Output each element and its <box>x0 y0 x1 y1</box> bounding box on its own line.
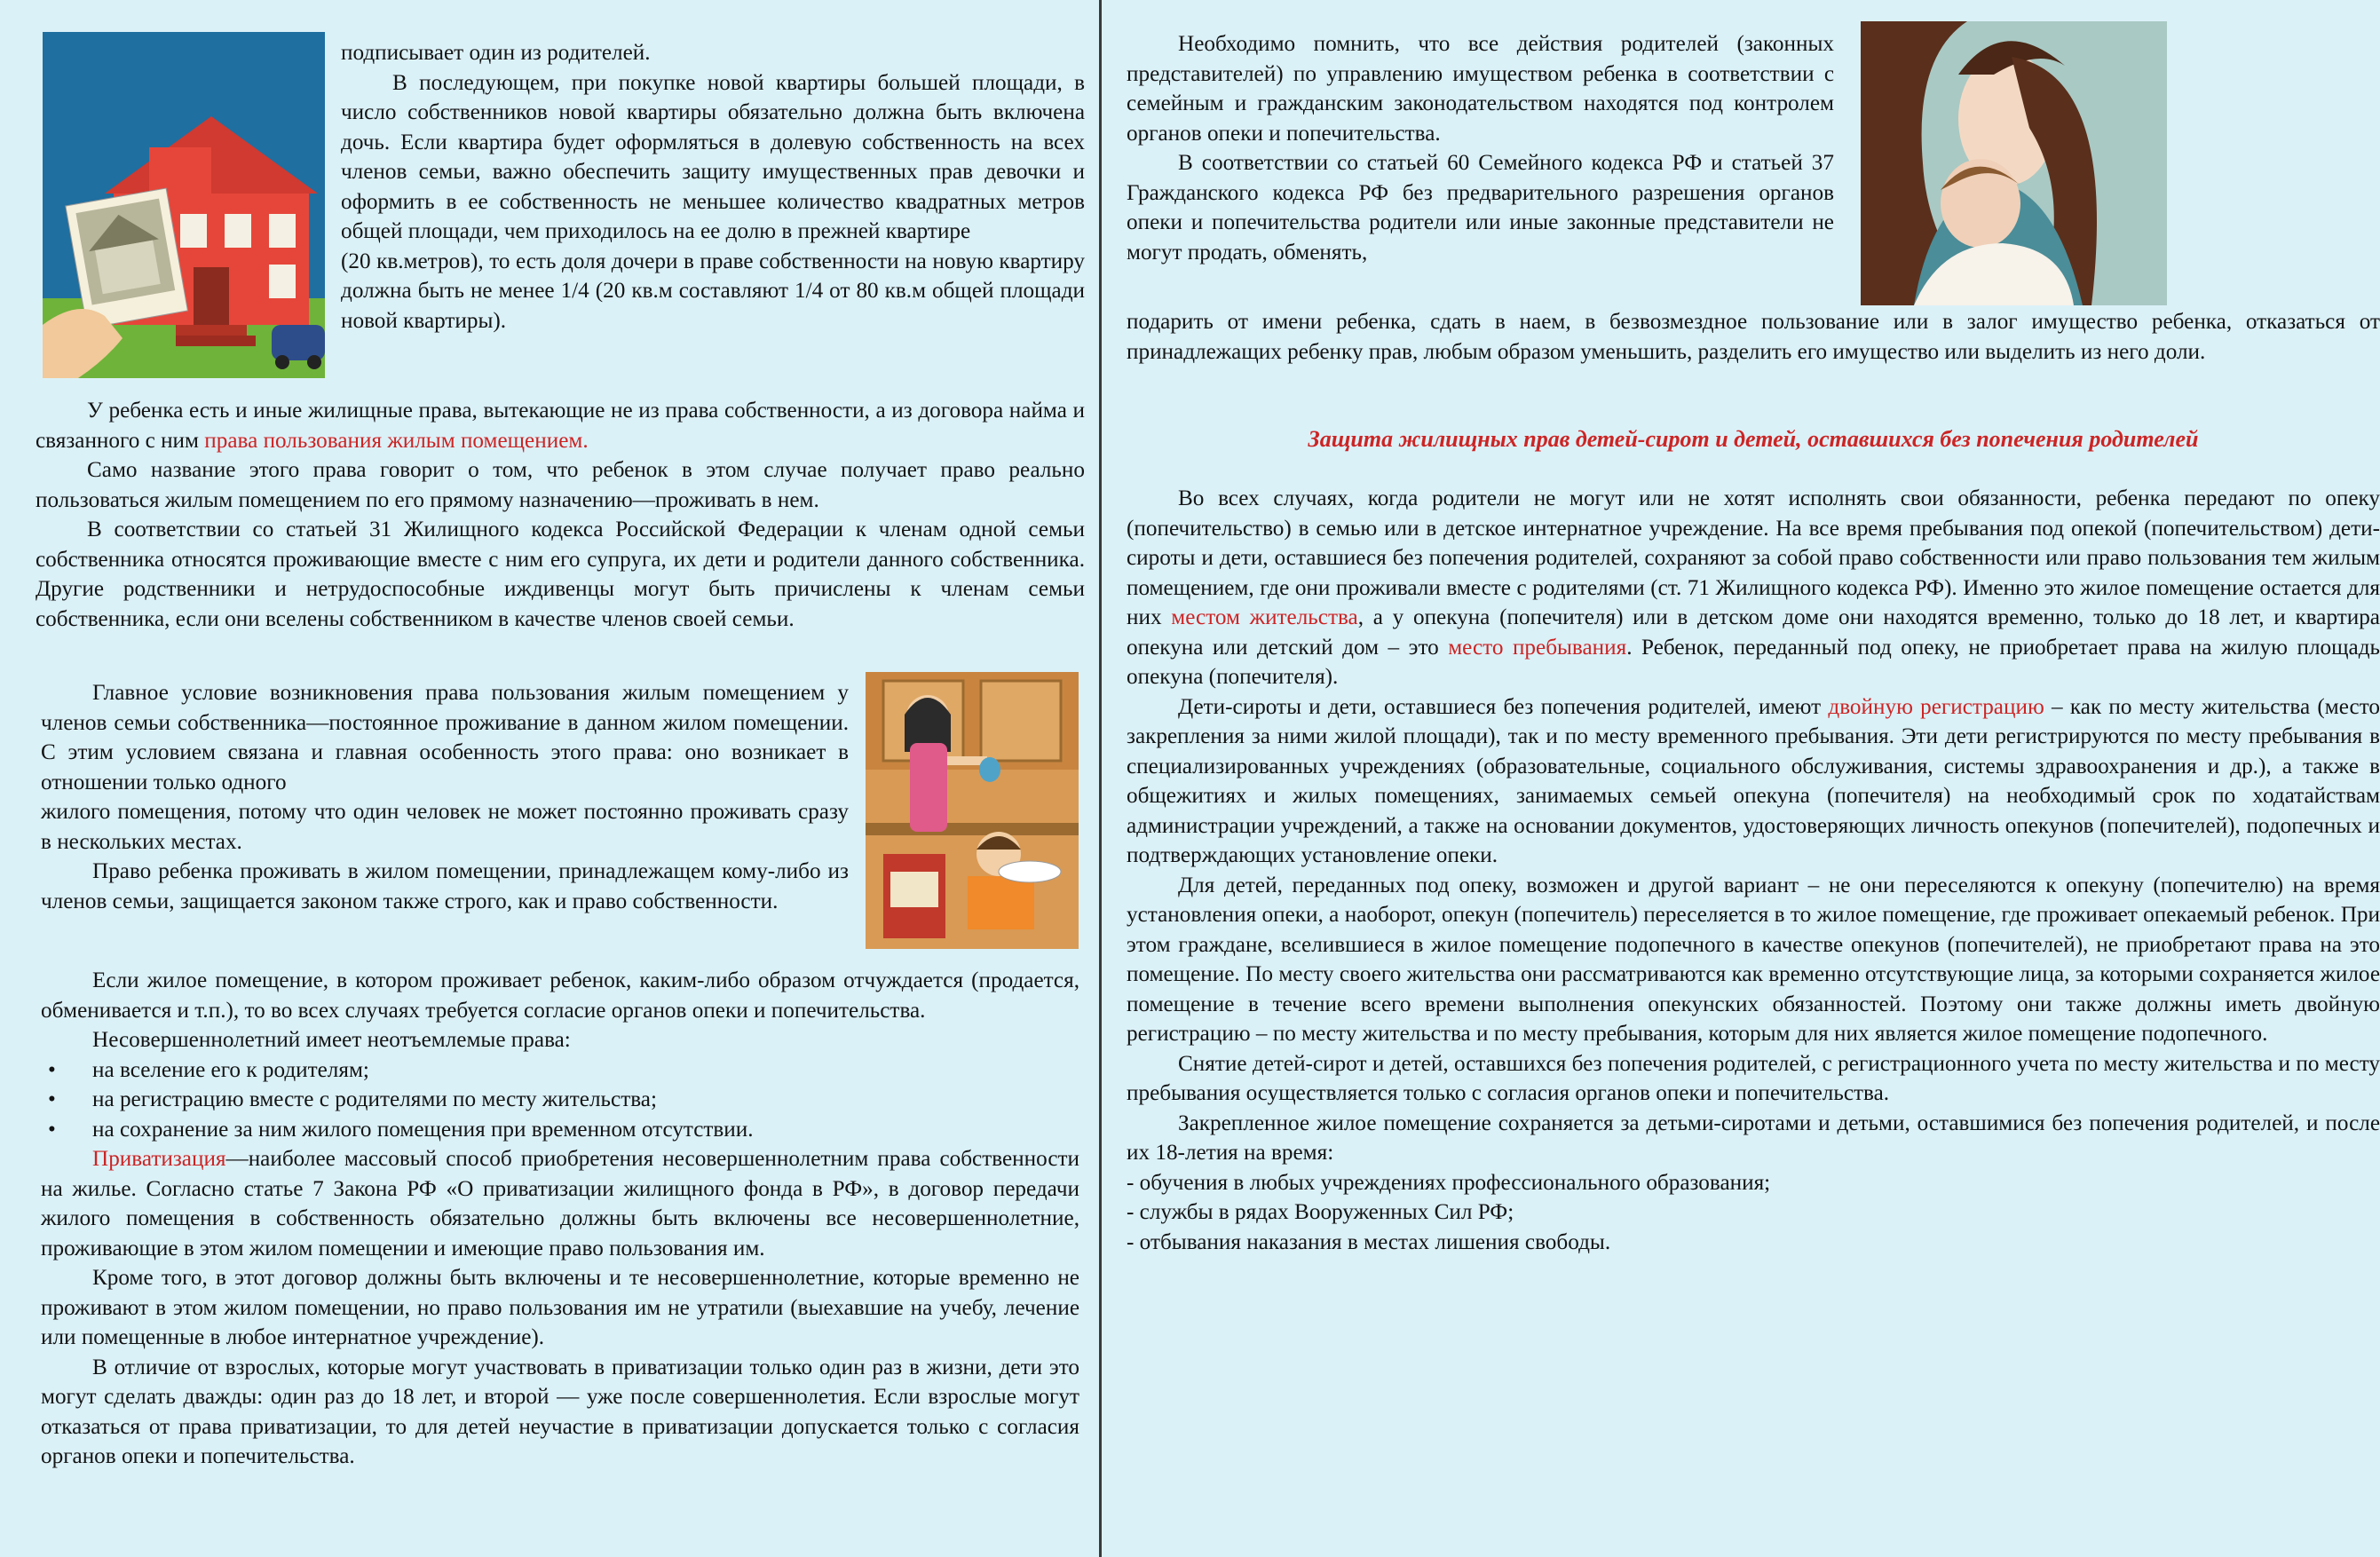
list-item-text: на вселение его к родителям; <box>92 1057 369 1082</box>
orphans-registration-text-a: Дети-сироты и дети, оставшиеся без попечения родителей, имеют <box>1178 694 1829 719</box>
bullet-icon: • <box>48 1057 56 1082</box>
privatization-twice-paragraph: В отличие от взрослых, которые могут участвовать в приватизации только один раз в жизни, дети это могут сделать дважды: один раз до 18 лет, и второй — уже после совершеннолетия. Если взрослые могут отказаться от права приватизации, то для детей неучастие в приватизации допускается только с согласия органов опеки и попечительства. <box>41 1355 1079 1468</box>
orphans-paragraph-4: Снятие детей-сирот и детей, оставшихся без попечения родителей, с регистрационного учета по месту жительства и по месту пребывания осуществляется только с согласия органов опеки и попечительства. <box>1127 1051 2380 1105</box>
intro-paragraph-2: В последующем, при покупке новой квартиры большей площади, в число собственников новой квартиры обязательно должна быть включена дочь. Если квартира будет оформляться в долевую собственность на всех членов семьи, важно обеспечить защиту имущественных прав девочки и оформить в ее собственность не меньшее количество квадратных метров общей площади, чем приходилось на ее долю в прежней квартире <box>341 70 1085 243</box>
bullet-icon: • <box>48 1117 56 1142</box>
article-60-continuation: подарить от имени ребенка, сдать в наем, в безвозмездное пользование или в залог имущество ребенка, отказаться от принадлежащих ребенку прав, любым образом уменьшить, разделить его имущество или выделить из него доли. <box>1127 310 2380 364</box>
intro-paragraph-3: (20 кв.метров), то есть доля дочери в праве собственности на новую квартиру должна быть не менее 1/4 (20 кв.м составляют 1/4 от 80 кв.м общей площади новой квартиры). <box>341 249 1085 333</box>
list-item-text: на регистрацию вместе с родителями по месту жительства; <box>92 1087 657 1111</box>
orphans-text-block <box>1127 484 2380 1257</box>
article-60-paragraph: В соответствии со статьей 60 Семейного кодекса РФ и статьей 37 Гражданского кодекса РФ без предварительного разрешения органов опеки и попечительства родители или иные законные представители не могут продать, обменять, <box>1127 151 1834 265</box>
housing-rights-text: У ребенка есть и иные жилищные права, вытекающие не из права собственности, а из договора найма и связанного с ним <box>36 399 1085 453</box>
housing-rights-block <box>36 396 1085 634</box>
orphans-heading-block <box>1127 424 2380 454</box>
intro-paragraph-1: подписывает один из родителей. <box>341 41 651 65</box>
list-item: - отбывания наказания в местах лишения свободы. <box>1127 1229 1611 1254</box>
place-of-residence-term: местом жительства <box>1171 605 1358 629</box>
orphans-text-b: , а у опекуна (попечителя) или в детском доме они находятся временно, только до 18 лет, и квартира опекуна или детский дом – это <box>1127 605 2380 660</box>
list-item <box>41 1055 1079 1086</box>
orphans-paragraph-5: Закрепленное жилое помещение сохраняется за детьми-сиротами и детьми, оставшимися без попечения родителей, и после их 18-летия на время: <box>1127 1110 2380 1165</box>
main-condition-block <box>41 678 849 916</box>
alienation-paragraph: Если жилое помещение, в котором проживает ребенок, каким-либо образом отчуждается (продается, обменивается и т.п.), то во всех случаях требуется согласие органов опеки и попечительства. <box>41 968 1079 1023</box>
main-condition-paragraph: Главное условие возникновения права пользования жилым помещением у членов семьи собственника—постоянное проживание в данном жилом помещении. С этим условием связана и главная особенность этого права: оно возникает в отношении только одного <box>41 681 849 794</box>
consent-block <box>41 966 1079 1472</box>
right-of-use-term: права пользования жилым помещением. <box>204 428 589 453</box>
list-item: - обучения в любых учреждениях профессионального образования; <box>1127 1170 1771 1195</box>
minor-rights-intro: Несовершеннолетний имеет неотъемлемые права: <box>92 1028 571 1052</box>
orphans-paragraph-1 <box>1127 484 2380 692</box>
privatization-paragraph <box>41 1144 1079 1263</box>
minor-rights-list <box>41 1055 1079 1145</box>
guardian-control-paragraph: Необходимо помнить, что все действия родителей (законных представителей) по управлению имуществом ребенка в соответствии с семейным и гражданским законодательством находятся под контролем органов опеки и попечительства. <box>1127 32 1834 146</box>
retention-reasons-list <box>1127 1168 2380 1258</box>
orphans-paragraph-2 <box>1127 692 2380 871</box>
orphans-registration-text-b: – как по месту жительства (место закрепления за ними жилой площади), так и по месту временного пребывания. Эти дети регистрируются по месту пребывания в специализированных учреждениях (образовательные, социального обслуживания, системы здравоохранения и др.), а также в общежитиях и жилых помещениях, занимаемых семьей опекуна (попечителя) на необходимый срок по ходатайствам администрации учреждений, а также на основании документов, удостоверяющих личность опекунов (попечителей), подопечных и подтверждающих установление опеки. <box>1127 694 2380 867</box>
orphans-text-a: Во всех случаях, когда родители не могут или не хотят исполнять свои обязанности, ребенка передают по опеку (попечительство) в семью или в детское интернатное учреждение. На все время пребывания под опекой (попечительством) дети-сироты и дети, оставшиеся без попечения родителей, сохраняют за собой право собственности или право пользования тем жилым помещением, где они проживали вместе с родителями (ст. 71 Жилищного кодекса РФ). Именно это жилое помещение остается для них <box>1127 486 2380 629</box>
orphans-text-c: . Ребенок, переданный под опеку, не приобретает права на жилую площадь опекуна (попечителя). <box>1127 635 2380 689</box>
intro-text-block <box>341 38 1085 336</box>
main-condition-continuation: жилого помещения, потому что один человек не может постоянно проживать сразу в нескольких местах. <box>41 800 849 854</box>
list-item <box>41 1115 1079 1145</box>
housing-rights-paragraph <box>36 396 1085 455</box>
right-column <box>1102 0 2380 1557</box>
kitchen-illustration <box>866 672 1079 949</box>
temporary-absence-paragraph: Кроме того, в этот договор должны быть включены и те несовершеннолетние, которые временно не проживают в этом жилом помещении, но право пользования им не утратили (выехавшие на учебу, лечение или помещенные в любое интернатное учреждение). <box>41 1266 1079 1349</box>
house-illustration <box>43 32 325 378</box>
article-60-continuation-block <box>1127 307 2380 367</box>
list-item: - службы в рядах Вооруженных Сил РФ; <box>1127 1200 1514 1224</box>
orphans-section-heading: Защита жилищных прав детей-сирот и детей, оставшихся без попечения родителей <box>1308 426 2199 452</box>
privatization-text: —наиболее массовый способ приобретения несовершеннолетним права собственности на жилье. Согласно статье 7 Закона РФ «О приватизации жилищного фонда в РФ», в договор передачи жилого помещения в собственность обязательно должны быть включены все несовершеннолетние, проживающие в этом жилом помещении и имеющие право пользования им. <box>41 1147 1079 1261</box>
list-item-text: на сохранение за ним жилого помещения при временном отсутствии. <box>92 1117 754 1142</box>
double-registration-term: двойную регистрацию <box>1828 694 2044 719</box>
place-of-stay-term: место пребывания <box>1448 635 1627 660</box>
list-item <box>41 1085 1079 1115</box>
orphans-paragraph-3: Для детей, переданных под опеку, возможен и другой вариант – не они переселяются к опекуну (попечителю) на время установления опеки, а наоборот, опекун (попечитель) переселяется в то жилое помещение, где проживает опекаемый ребенок. При этом граждане, вселившиеся в жилое помещение подопечного в качестве опекунов (попечителей), не приобретают права на это помещение. По месту своего жительства они рассматриваются как временно отсутствующие лица, за которыми сохраняется жилое помещение в течение всего времени выполнения опекунских обязанностей. Поэтому они также должны иметь двойную регистрацию – по месту жительства и по месту пребывания, которым для них является жилое помещение подопечного. <box>1127 873 2380 1046</box>
guardian-control-block <box>1127 29 1834 267</box>
bullet-icon: • <box>48 1087 56 1111</box>
mother-child-illustration <box>1861 21 2167 305</box>
right-name-paragraph: Само название этого права говорит о том, что ребенок в этом случае получает право реально пользоваться жилым помещением по его прямому назначению—проживать в нем. <box>36 458 1085 512</box>
article-31-paragraph: В соответствии со статьей 31 Жилищного кодекса Российской Федерации к членам одной семьи собственника относятся проживающие вместе с ним его супруга, их дети и родители данного собственника. Другие родственники и нетрудоспособные иждивенцы могут быть причислены к членам семьи собственника, если они вселены собственником в качестве членов своей семьи. <box>36 518 1085 631</box>
right-to-live-paragraph: Право ребенка проживать в жилом помещении, принадлежащем кому-либо из членов семьи, защищается законом также строго, как и право собственности. <box>41 859 849 913</box>
left-column <box>0 0 1100 1557</box>
privatization-term: Приватизация <box>92 1147 226 1171</box>
